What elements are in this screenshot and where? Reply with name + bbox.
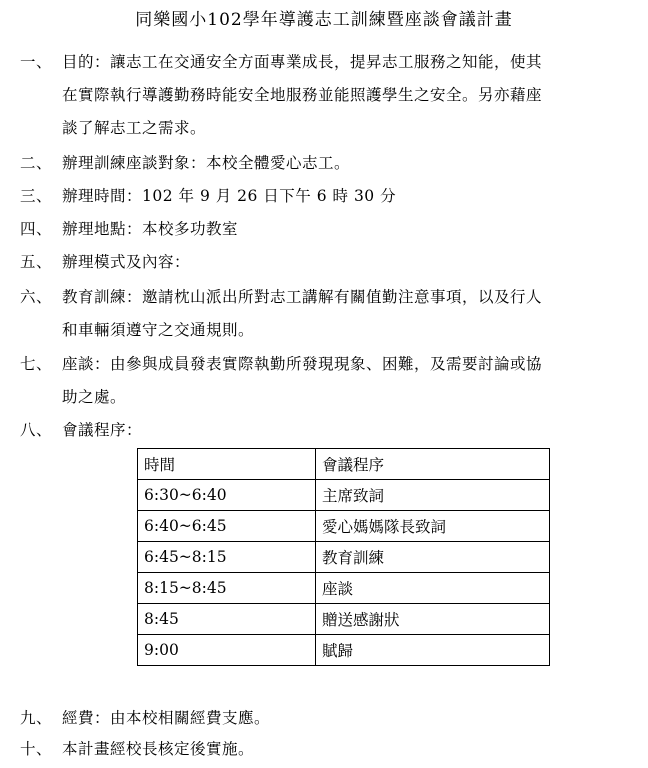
time-cell: 8:15~8:45: [138, 573, 316, 604]
item-approval: [20, 733, 635, 766]
item-agenda: [20, 414, 635, 447]
document-title: 同樂國小102學年導護志工訓練暨座談會議計畫: [135, 10, 513, 30]
item-text: 教育訓練：邀請枕山派出所對志工講解有關值勤注意事項，以及行人: [62, 288, 543, 306]
item-text: 助之處。: [62, 388, 127, 406]
program-cell: 教育訓練: [316, 542, 550, 573]
item-text: 辦理時間：102 年 9 月 26 日下午 6 時 30 分: [62, 187, 397, 205]
item-training: [20, 281, 635, 347]
item-text: 經費：由本校相關經費支應。: [62, 709, 271, 727]
item-number: 二、: [20, 154, 53, 172]
item-purpose: [20, 46, 635, 145]
item-text: 本計畫經校長核定後實施。: [62, 740, 255, 758]
item-number: 八、: [20, 421, 53, 439]
item-number: 四、: [20, 220, 53, 238]
item-text: 辦理模式及內容：: [62, 253, 191, 271]
table-row: [138, 511, 550, 542]
item-funding: [20, 702, 635, 735]
program-cell: 主席致詞: [316, 480, 550, 511]
item-number: 一、: [20, 53, 53, 71]
column-header-program: 會議程序: [316, 449, 550, 480]
program-cell: 賦歸: [316, 635, 550, 666]
item-text: 目的：讓志工在交通安全方面專業成長，提昇志工服務之知能，使其: [62, 53, 543, 71]
item-number: 五、: [20, 253, 53, 271]
time-cell: 6:30~6:40: [138, 480, 316, 511]
item-location: [20, 213, 635, 246]
time-cell: 9:00: [138, 635, 316, 666]
time-cell: 8:45: [138, 604, 316, 635]
table-row: [138, 542, 550, 573]
item-text: 會議程序：: [62, 421, 143, 439]
time-cell: 6:45~8:15: [138, 542, 316, 573]
item-text: 談了解志工之需求。: [62, 119, 207, 137]
table-row: [138, 604, 550, 635]
item-format: [20, 246, 635, 279]
time-cell: 6:40~6:45: [138, 511, 316, 542]
table-header-row: [138, 449, 550, 480]
item-number: 三、: [20, 187, 53, 205]
item-time: [20, 180, 635, 213]
item-audience: [20, 147, 635, 180]
item-text: 辦理訓練座談對象：本校全體愛心志工。: [62, 154, 351, 172]
table-row: [138, 635, 550, 666]
item-text: 在實際執行導護勤務時能安全地服務並能照護學生之安全。另亦藉座: [62, 86, 543, 104]
table-row: [138, 480, 550, 511]
item-number: 七、: [20, 355, 53, 373]
item-number: 十、: [20, 740, 53, 758]
item-number: 九、: [20, 709, 53, 727]
column-header-time: 時間: [138, 449, 316, 480]
agenda-table: [137, 448, 550, 666]
program-cell: 愛心媽媽隊長致詞: [316, 511, 550, 542]
table-row: [138, 573, 550, 604]
item-discussion: [20, 348, 635, 414]
item-text: 和車輛須遵守之交通規則。: [62, 321, 255, 339]
item-text: 座談：由參與成員發表實際執勤所發現現象、困難，及需要討論或協: [62, 355, 543, 373]
program-cell: 座談: [316, 573, 550, 604]
item-text: 辦理地點：本校多功教室: [62, 220, 239, 238]
program-cell: 贈送感謝狀: [316, 604, 550, 635]
item-number: 六、: [20, 288, 53, 306]
